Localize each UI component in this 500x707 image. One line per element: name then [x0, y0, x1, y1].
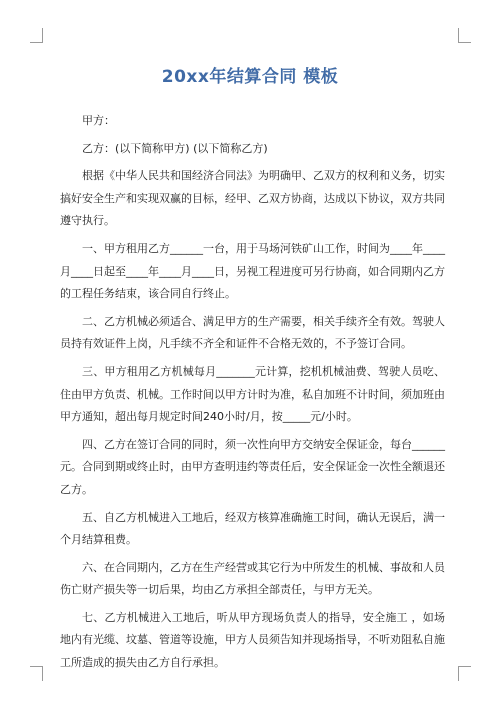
preamble-paragraph: 根据《中华人民共和国经济合同法》为明确甲、乙双方的权利和义务，切实搞好安全生产和实现双赢的目标，经甲、乙双方协商，达成以下协议，双方共同遵守执行。 — [60, 169, 445, 228]
crop-mark-top-left — [30, 28, 43, 43]
crop-mark-top-right — [458, 28, 471, 43]
document-body — [60, 110, 445, 680]
clause-paragraph: 二、乙方机械必须适合、满足甲方的生产需要，相关手续齐全有效。驾驶人员持有效证件上岗，凡手续不齐全和证件不合格无效的，不予签订合同。 — [60, 314, 445, 351]
crop-mark-bottom-right — [458, 666, 471, 681]
clause-paragraph: 四、乙方在签订合同的同时，须一次性向甲方交纳安全保证金，每台______元。合同到期或终止时，由甲方查明违约等责任后，安全保证金一次性全额退还乙方。 — [60, 437, 445, 496]
clause-paragraph: 六、在合同期内，乙方在生产经营或其它行为中所发生的机械、事故和人员伤亡财产损失等一切后果，均由乙方承担全部责任，与甲方无关。 — [60, 560, 445, 597]
party-a-line: 甲方： — [82, 114, 115, 127]
document-title: 20xx年结算合同 模板 — [161, 67, 339, 87]
crop-mark-bottom-left — [30, 666, 43, 681]
clause-paragraph: 三、甲方租用乙方机械每月_______元计算，挖机机械油费、驾驶人员吃、住由甲方负责、机械。工作时间以甲方计时为准，私自加班不计时间，须加班由甲方通知，超出每月规定时间240小时/月，按_____元/小时。 — [60, 364, 445, 424]
clause-paragraph: 五、自乙方机械进入工地后，经双方核算准确施工时间，确认无误后，满一个月结算租费。 — [60, 510, 445, 547]
clause-paragraph: 一、甲方租用乙方______一台，用于马场河铁矿山工作，时间为____年____月____日起至____年____月____日，另视工程进度可另行协商，如合同期内乙方的工程任务结束，该合同自行终止。 — [60, 241, 445, 301]
clause-paragraph: 七、乙方机械进入工地后，听从甲方现场负责人的指导，安全施工 ，如场地内有光缆、坟墓、管道等设施，甲方人员须告知并现场指导，不听劝阻私自施工所造成的损失由乙方自行承担。 — [60, 610, 445, 670]
party-b-line: 乙方：(以下简称甲方) (以下简称乙方) — [82, 141, 268, 155]
